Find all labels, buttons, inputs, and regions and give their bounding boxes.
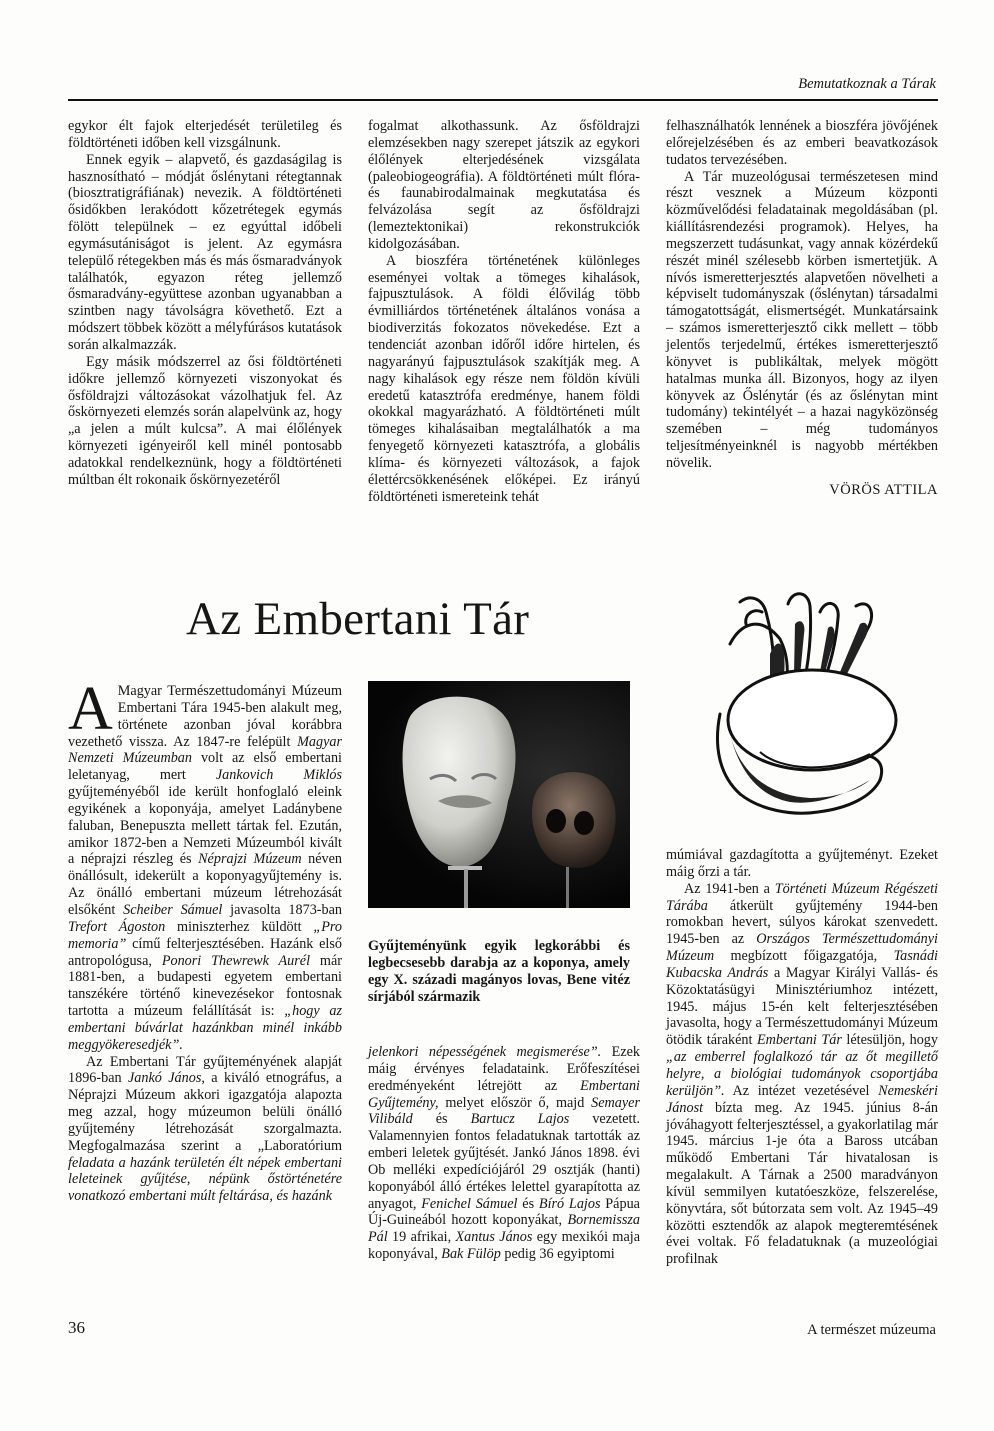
text: Ezek máig érvényes feladataink. Erőfeszítései eredményeként létrejött az bbox=[368, 1044, 641, 1094]
article-title: Az Embertani Tár bbox=[186, 593, 530, 645]
text: Az Embertani Tár gyűjteményének alapját 1896-ban bbox=[68, 1053, 342, 1087]
italic-text: Országos Természettudományi Múzeum bbox=[666, 931, 938, 965]
text: és bbox=[517, 1195, 539, 1212]
paragraph: egykor élt fajok elterjedését területileg és földtörténeti időben kell vizsgálnunk. bbox=[68, 118, 342, 151]
italic-text: „hogy az embertani búvárlat hazánkban minél inkább meggyökeresedjék”. bbox=[68, 1003, 342, 1053]
italic-text: Ponori Thewrewk Aurél bbox=[161, 952, 311, 969]
paragraph: Egy másik módszerrel az ősi földtörténeti időkre jellemző környezeti viszonyokat és ősföldrajzi változásokat vázolhatjuk fel. Az őskörnyezeti elemzés során alapelvünk az, hogy „a jelen a múlt kulcsa”. A mai élőlények környezeti igényeiről kell minél pontosabb adatokkal rendelkeznünk, hogy a földtörténeti múltban élt rokonaik őskörnyezetéről bbox=[68, 353, 342, 488]
text: , a kiváló etnográfus, a Néprajzi Múzeum akkori igazgatója alapozta meg azzal, hogy múzeumon belüli önálló gyűjtemény létrehozását szorgalmazta. Megfogalmazása szerint a „Laboratórium bbox=[68, 1070, 342, 1154]
italic-text: Jankó János bbox=[127, 1070, 202, 1087]
italic-text: Bornemissza Pál bbox=[368, 1212, 640, 1246]
top-article-column-3 bbox=[666, 118, 938, 499]
photo-caption: Gyűjteményünk egyik legkorábbi és legbecsesebb darabja az a koponya, amely egy X. századi magányos lovas, Bene vitéz sírjából származik bbox=[368, 938, 630, 1005]
italic-text: „az emberrel foglalkozó tár az őt megillető helyre, a biológiai tudományok csoportjába kerüljön”. bbox=[666, 1049, 938, 1099]
hand-holding-egg-illustration bbox=[700, 584, 928, 822]
paragraph: fogalmat alkothassunk. Az ősföldrajzi elemzésekben nagy szerepet játszik az egykori élőlények elterjedésének vizsgálata (paleobiogeográfia). A földtörténeti múlt flóra- és faunabirodalmainak megkutatása és felvázolása segít az ősföldrajzi (lemeztektonikai) rekonstrukciók kidolgozásában. bbox=[368, 118, 640, 252]
paragraph: Ennek egyik – alapvető, és gazdaságilag is hasznosítható – módját őslénytani rétegtannak (biosztratigráfiának) nevezik. A földtörténeti ősidőkben lerakódott kőzetrétegek egymás fölött települnek – ez egyúttal időbeli egymásutániságot is jelent. Az egymásra települő rétegekben más és más ősmaradványok találhatók, egyazon réteg jellemző ősmaradvány-együttese azonban ugyanabban a szintben nagy távolságra követhető. Ezt a módszert többek között a mélyfúrásos kutatások során alkalmazzák. bbox=[68, 151, 342, 353]
text: Az 1941-ben a bbox=[684, 880, 775, 897]
paragraph bbox=[68, 675, 343, 1054]
italic-text: Embertani Tár bbox=[756, 1032, 842, 1049]
italic-text: Bíró Lajos bbox=[538, 1195, 601, 1212]
text: volt az első embertani leletanyag, mert bbox=[68, 750, 342, 784]
article-column-3 bbox=[666, 847, 938, 1268]
text: átkerült gyűjtemény 1944-ben romokban hevert, súlyos károkat szenvedett. 1945-ben az bbox=[666, 897, 938, 948]
italic-text: „Pro memoria” bbox=[68, 918, 342, 952]
article-column-1 bbox=[68, 675, 343, 1205]
paragraph bbox=[666, 881, 938, 1268]
paragraph bbox=[68, 1054, 342, 1206]
italic-text: Semayer Vilibáld bbox=[368, 1094, 640, 1128]
text: néven önállósult, idekerült a koponyagyűjtemény is. Az önálló embertani múzeum létrehozását elsőként bbox=[68, 851, 342, 918]
drop-cap: A bbox=[68, 675, 113, 743]
italic-text: Történeti Múzeum Régészeti Tárába bbox=[666, 880, 938, 914]
text: már 1881-ben, a budapesti egyetem embertani tanszékére történő kinevezésekor fontosnak tartotta a múzeum felállítását is: bbox=[68, 952, 342, 1020]
author-signature: VÖRÖS ATTILA bbox=[829, 481, 938, 498]
header-rule bbox=[68, 99, 938, 101]
italic-text: Magyar Nemzeti Múzeumban bbox=[68, 733, 342, 767]
publication-name: A természet múzeuma bbox=[807, 1322, 936, 1338]
italic-text: Néprajzi Múzeum bbox=[198, 851, 302, 868]
italic-text: jelenkori népességének megismerése”. bbox=[368, 1044, 602, 1060]
italic-text: Scheiber Sámuel bbox=[123, 901, 223, 918]
paragraph: A bioszféra történetének különleges eseményei voltak a tömeges kihalások, fajpusztulások. A földi élővilág több évmilliárdos történetének általános vonása a biodiverzitás fokozatos növekedése. Ezt a tendenciát azonban időről időre hirtelen, és nagyarányú fajpusztulások szakítják meg. A nagy kihalások egy része nem földön kívüli eredetű katasztrófa eredménye, hanem földi okokkal magyarázható. A földtörténeti múlt tömeges kihalásaiban megtalálhatók a ma fenyegető környezeti katasztrófa, a globális klíma- és környezeti változások, a fajok élettércsökkenésének előképei. Ez irányú földtörténeti ismereteink tehát bbox=[368, 252, 640, 505]
paragraph: A Tár muzeológusai természetesen mind részt vesznek a Múzeum központi közművelődési feladatainak megoldásában (pl. kiállításrendezési programok). Helyes, ha megszerzett tudásunkat, vagy annak közérdekű részét minél szélesebb körben ismertetjük. A nívós ismeretterjesztés alapvetően növelheti a képviselt tudományszak (őslénytan) társadalmi támogatottságát, elismertségét. Munkatársaink – számos ismeretterjesztő cikk mellett – több jelentős terjedelmű, értékes ismeretterjesztő könyvet is publikáltak, melyek mögött hatalmas munka áll. Bizonyos, hogy az ilyen könyvek az Őslénytár (és az őslénytan mint tudomány) tekintélyét – a hazai nagyközönség szemében – még tudományos teljesítményeinknél is nagyobb mértékben növelik. bbox=[666, 168, 938, 471]
page-number: 36 bbox=[68, 1318, 85, 1337]
text: a Magyar Királyi Vallás- és Közoktatásügyi Minisztériumhoz intézett, 1945. május 15-én kelt felterjesztésében javasolta, hogy a Természettudományi Múzeum ötödik táraként bbox=[666, 964, 938, 1049]
paragraph bbox=[368, 1044, 640, 1263]
italic-text: Tasnádi Kubacska András bbox=[666, 948, 938, 981]
italic-text: Embertani Gyűjtemény, bbox=[368, 1077, 640, 1111]
text: és bbox=[412, 1111, 471, 1128]
text: Magyar Természettudományi Múzeum Embertani Tára 1945-ben alakult meg, története azonban jóval korábbra vezethető vissza. Az 1847-re felépült bbox=[68, 683, 342, 750]
italic-text: Fenichel Sámuel bbox=[421, 1195, 518, 1212]
text: vezetett. Valamennyien fontos feladatuknak tartották az emberi leletek gyűjtését. Jankó János 1898. évi Ob melléki expedíciójáról 29 osztják (hanti) koponyából álló értékes lelettel gyarapította az anyagot, bbox=[368, 1111, 640, 1212]
text: gyűjteményéből ide került honfoglaló eleink egyikének a koponyája, amelyet Ladánybene faluban, Benepuszta mellett tártak fel. Ezután, amikor 1872-ben a Nemzeti Múzeumból kivált a néprajzi részleg és bbox=[68, 784, 342, 868]
italic-text: Bartucz Lajos bbox=[470, 1111, 570, 1128]
italic-text: Xantus János bbox=[455, 1229, 533, 1246]
italic-text: Jankovich Miklós bbox=[215, 767, 343, 784]
skull-photo bbox=[368, 681, 630, 908]
text: létesüljön, hogy bbox=[841, 1032, 938, 1049]
top-article-column-2 bbox=[368, 118, 640, 505]
text: megbízott főigazgatója, bbox=[714, 948, 894, 965]
text: pedig 36 egyiptomi bbox=[500, 1246, 615, 1263]
text: melyet először ő, majd bbox=[438, 1094, 592, 1111]
text: című felterjesztésében. Hazánk első antropológusa, bbox=[68, 935, 342, 969]
paragraph: felhasználhatók lennének a bioszféra jövőjének előrejelzésében és az emberi beavatkozások tudatos tervezésében. bbox=[666, 118, 938, 168]
text: egy mexikói maja koponyával, bbox=[368, 1229, 640, 1263]
text: Pápua Új-Guineából hozott koponyákat, bbox=[368, 1195, 640, 1229]
italic-text: feladata a hazánk területén élt népek embertani leleteinek gyűjtése, népünk őstörténetére vonatkozó embertani múlt feltárása, és hazánk bbox=[68, 1154, 342, 1205]
paragraph: múmiával gazdagította a gyűjteményt. Ezeket máig őrzi a tár. bbox=[666, 847, 938, 880]
top-article-column-1 bbox=[68, 118, 342, 489]
italic-text: Trefort Ágoston bbox=[68, 918, 166, 935]
text: javasolta 1873-ban bbox=[222, 901, 343, 918]
text: 19 afrikai, bbox=[387, 1229, 456, 1246]
running-head: Bemutatkoznak a Tárak bbox=[798, 76, 936, 92]
italic-text: Nemeskéri Jánost bbox=[666, 1082, 938, 1116]
skull-and-bust-image bbox=[368, 681, 630, 908]
text: bízta meg. Az 1945. június 8-án jóváhagyott felterjesztéssel, a gyakorlatilag már 1945. március 1-je óta a Baross utcában működő Embertani Tár hivatalosan is megalakult. A Tárnak a 2500 maradványon kívül semmilyen kutatóeszköze, felszerelése, könyvtára, sőt bútorzata sem volt. Az 1945–49 közötti esztendők az alapok megteremtésének évei voltak. Fő feladatuknak (a muzeológiai profilnak bbox=[666, 1099, 938, 1268]
italic-text: Bak Fülöp bbox=[441, 1246, 501, 1263]
text: Az intézet vezetésével bbox=[724, 1082, 879, 1099]
article-column-2 bbox=[368, 1044, 640, 1263]
text: miniszterhez küldött bbox=[165, 918, 314, 935]
